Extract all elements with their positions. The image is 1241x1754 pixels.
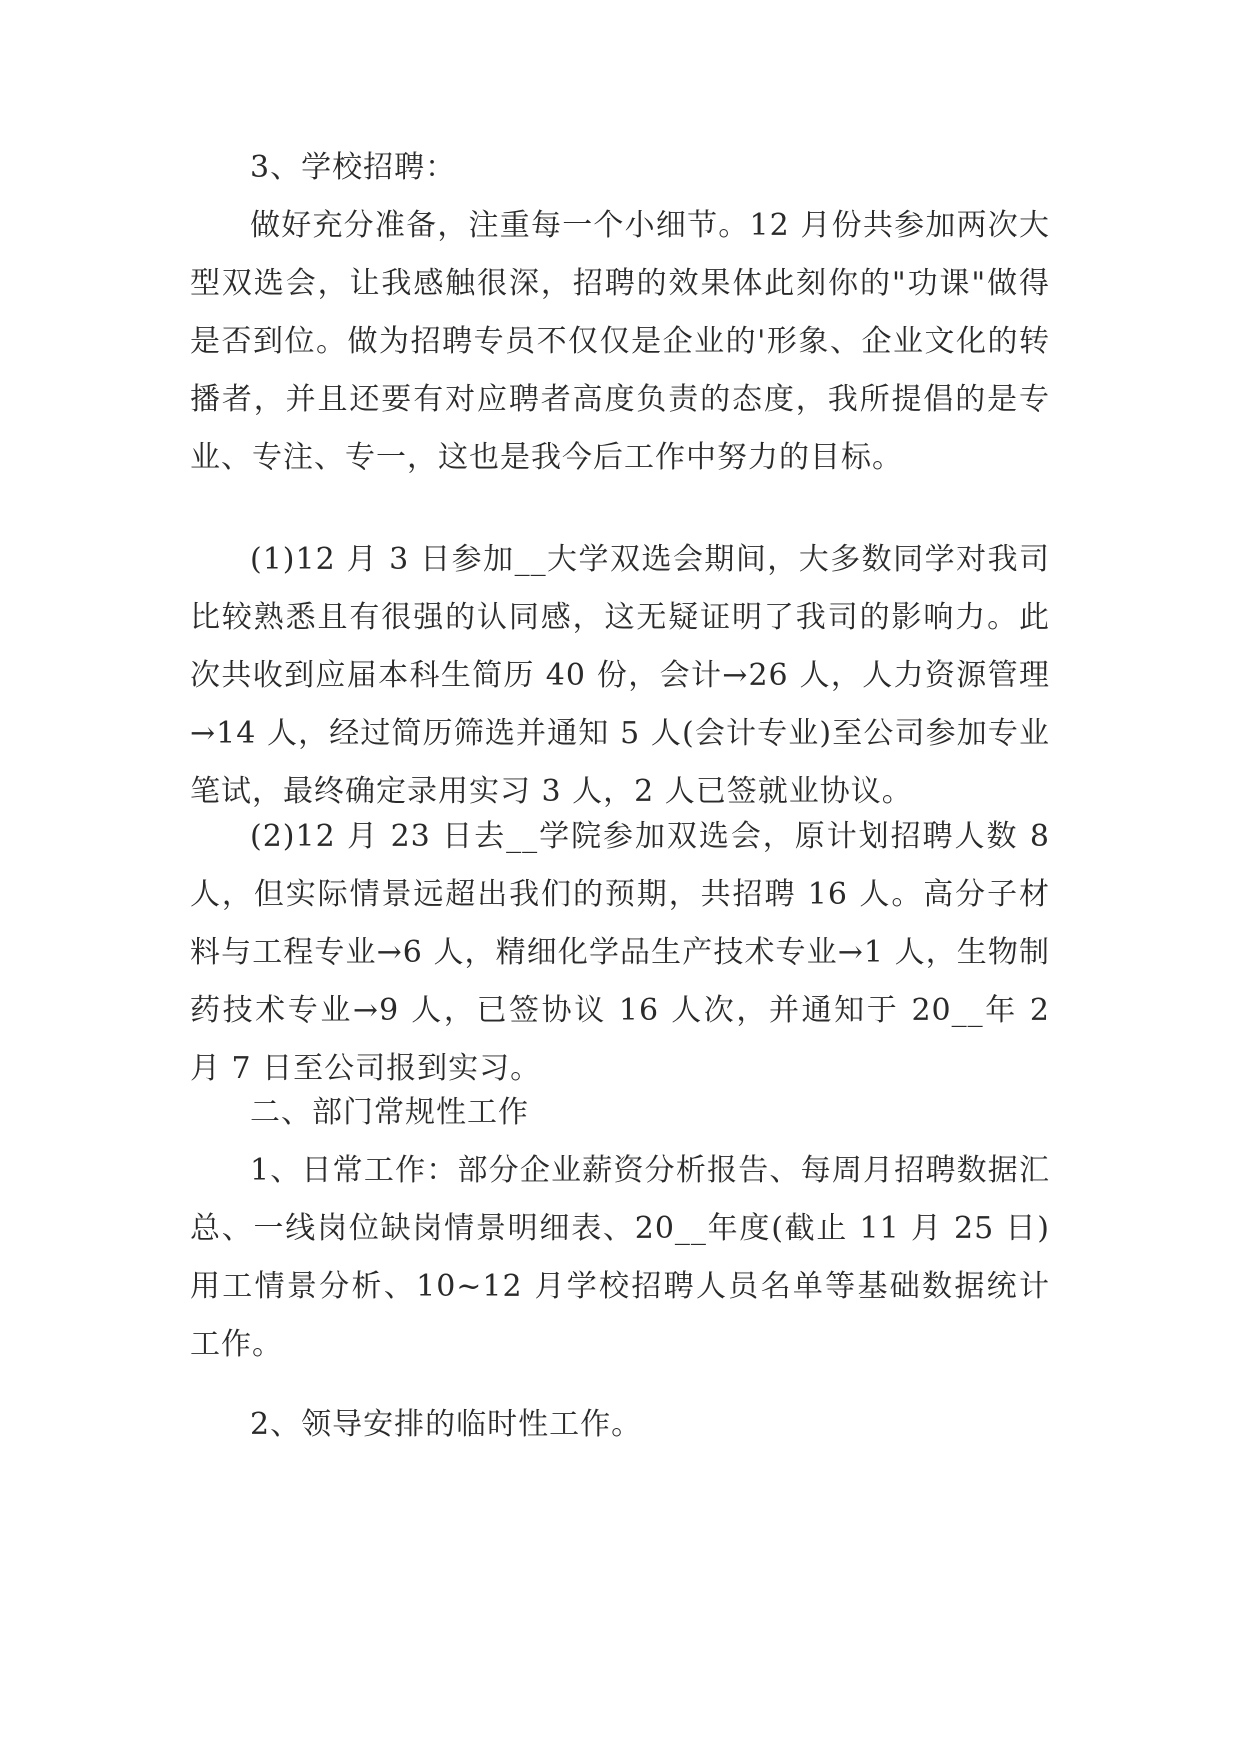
paragraph-temporary-work: 2、领导安排的临时性工作。 [250, 1407, 643, 1442]
paragraph-preparation: 做好充分准备，注重每一个小细节。12 月份共参加两次大型双选会，让我感触很深，招聘的效果体此刻你的"功课"做得是否到位。做为招聘专员不仅仅是企业的'形象、企业文化的转播者，并且还要有对应聘者高度负责的态度，我所提倡的是专业、专注、专一，这也是我今后工作中努力的目标。 [190, 208, 1050, 475]
paragraph-item-2: (2)12 月 23 日去__学院参加双选会，原计划招聘人数 8 人，但实际情景远超出我们的预期，共招聘 16 人。高分子材料与工程专业→6 人，精细化学品生产技术专业→1 人，生物制药技术专业→9 人，已签协议 16 人次，并通知于 20__年 2 月 7 日至公司报到实习。 [190, 819, 1050, 1086]
paragraph-item-1: (1)12 月 3 日参加__大学双选会期间，大多数同学对我司比较熟悉且有很强的认同感，这无疑证明了我司的影响力。此次共收到应届本科生简历 40 份，会计→26 人，人力资源管理→14 人，经过简历筛选并通知 5 人(会计专业)至公司参加专业笔试，最终确定录用实习 3 人，2 人已签就业协议。 [190, 542, 1050, 809]
section-school-recruit-heading: 3、学校招聘： [250, 150, 457, 185]
section-routine-heading: 二、部门常规性工作 [250, 1095, 529, 1130]
paragraph-daily-work: 1、日常工作：部分企业薪资分析报告、每周月招聘数据汇总、一线岗位缺岗情景明细表、20__年度(截止 11 月 25 日)用工情景分析、10~12 月学校招聘人员名单等基础数据统计工作。 [190, 1153, 1050, 1362]
document-page [190, 0, 1050, 1754]
